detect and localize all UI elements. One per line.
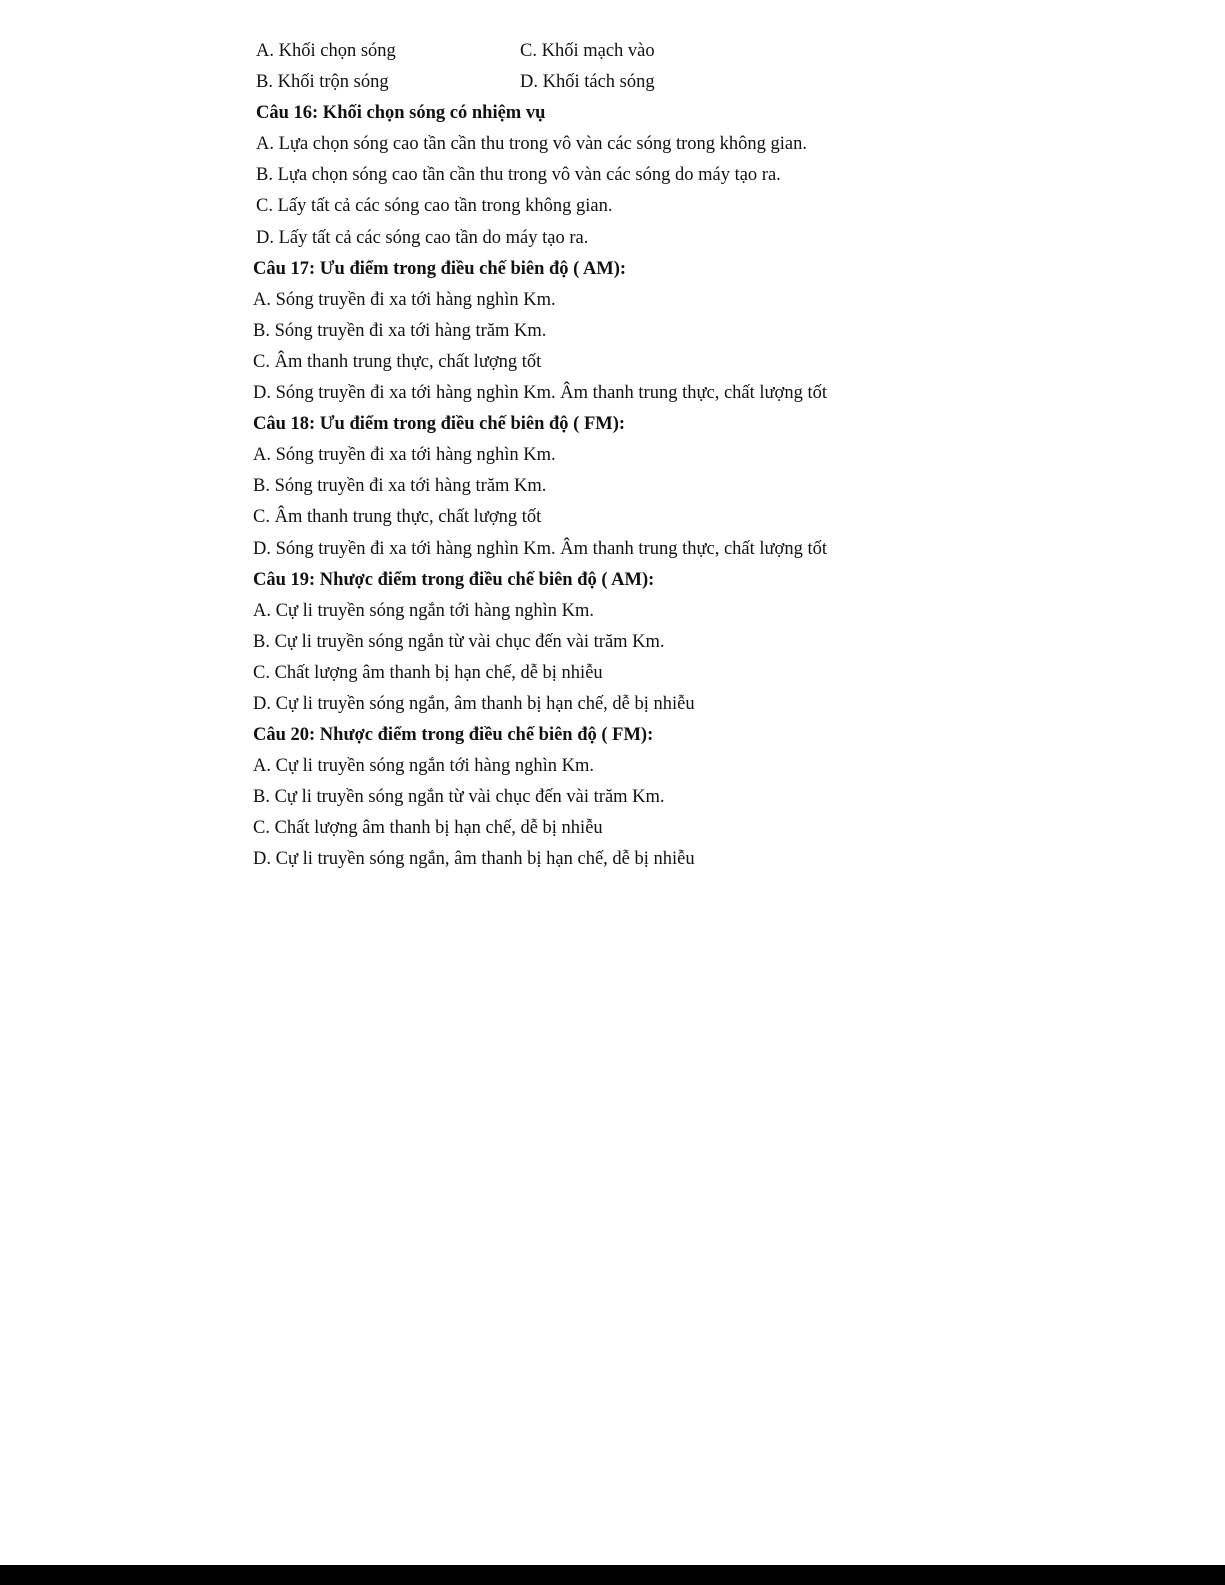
answer-option: D. Sóng truyền đi xa tới hàng nghìn Km. Âm thanh trung thực, chất lượng tốt: [253, 383, 827, 404]
answer-option: D. Sóng truyền đi xa tới hàng nghìn Km. Âm thanh trung thực, chất lượng tốt: [253, 538, 827, 559]
answer-option: C. Lấy tất cả các sóng cao tần trong không gian.: [256, 196, 613, 217]
answer-option: B. Sóng truyền đi xa tới hàng trăm Km.: [253, 320, 547, 341]
answer-option: C. Âm thanh trung thực, chất lượng tốt: [253, 351, 542, 372]
question-title: Câu 20: Nhược điểm trong điều chế biên độ ( FM):: [253, 725, 654, 746]
answer-option: B. Lựa chọn sóng cao tần cần thu trong vô vàn các sóng do máy tạo ra.: [256, 165, 781, 186]
answer-option: A. Lựa chọn sóng cao tần cần thu trong vô vàn các sóng trong không gian.: [256, 134, 808, 155]
answer-option: A. Sóng truyền đi xa tới hàng nghìn Km.: [253, 289, 556, 310]
answer-option: B. Sóng truyền đi xa tới hàng trăm Km.: [253, 476, 547, 497]
question-title: Câu 18: Ưu điểm trong điều chế biên độ ( FM):: [253, 414, 626, 435]
option-b: B. Khối trộn sóng: [256, 72, 389, 93]
exam-content: [253, 36, 1153, 876]
question-title: Câu 17: Ưu điểm trong điều chế biên độ ( AM):: [253, 258, 627, 279]
option-c: C. Khối mạch vào: [520, 41, 655, 61]
option-d: D. Khối tách sóng: [520, 72, 655, 93]
option-row: [253, 36, 1153, 67]
answer-option: D. Cự li truyền sóng ngắn, âm thanh bị hạn chế, dễ bị nhiễu: [253, 849, 695, 870]
answer-option: C. Chất lượng âm thanh bị hạn chế, dễ bị nhiễu: [253, 662, 603, 683]
answer-option: C. Âm thanh trung thực, chất lượng tốt: [253, 507, 542, 528]
answer-option: A. Cự li truyền sóng ngắn tới hàng nghìn Km.: [253, 756, 594, 777]
answer-option: A. Cự li truyền sóng ngắn tới hàng nghìn Km.: [253, 600, 594, 621]
answer-option: C. Chất lượng âm thanh bị hạn chế, dễ bị nhiễu: [253, 818, 603, 839]
option-a: A. Khối chọn sóng: [256, 41, 396, 61]
option-row: [253, 67, 1153, 98]
page-bottom-border: [0, 1565, 1225, 1585]
question-title: Câu 16: Khối chọn sóng có nhiệm vụ: [256, 103, 546, 124]
question-title: Câu 19: Nhược điểm trong điều chế biên độ ( AM):: [253, 569, 655, 590]
answer-option: A. Sóng truyền đi xa tới hàng nghìn Km.: [253, 445, 556, 466]
answer-option: B. Cự li truyền sóng ngắn từ vài chục đến vài trăm Km.: [253, 631, 665, 652]
answer-option: B. Cự li truyền sóng ngắn từ vài chục đến vài trăm Km.: [253, 787, 665, 808]
answer-option: D. Cự li truyền sóng ngắn, âm thanh bị hạn chế, dễ bị nhiễu: [253, 693, 695, 714]
answer-option: D. Lấy tất cả các sóng cao tần do máy tạo ra.: [256, 227, 589, 248]
